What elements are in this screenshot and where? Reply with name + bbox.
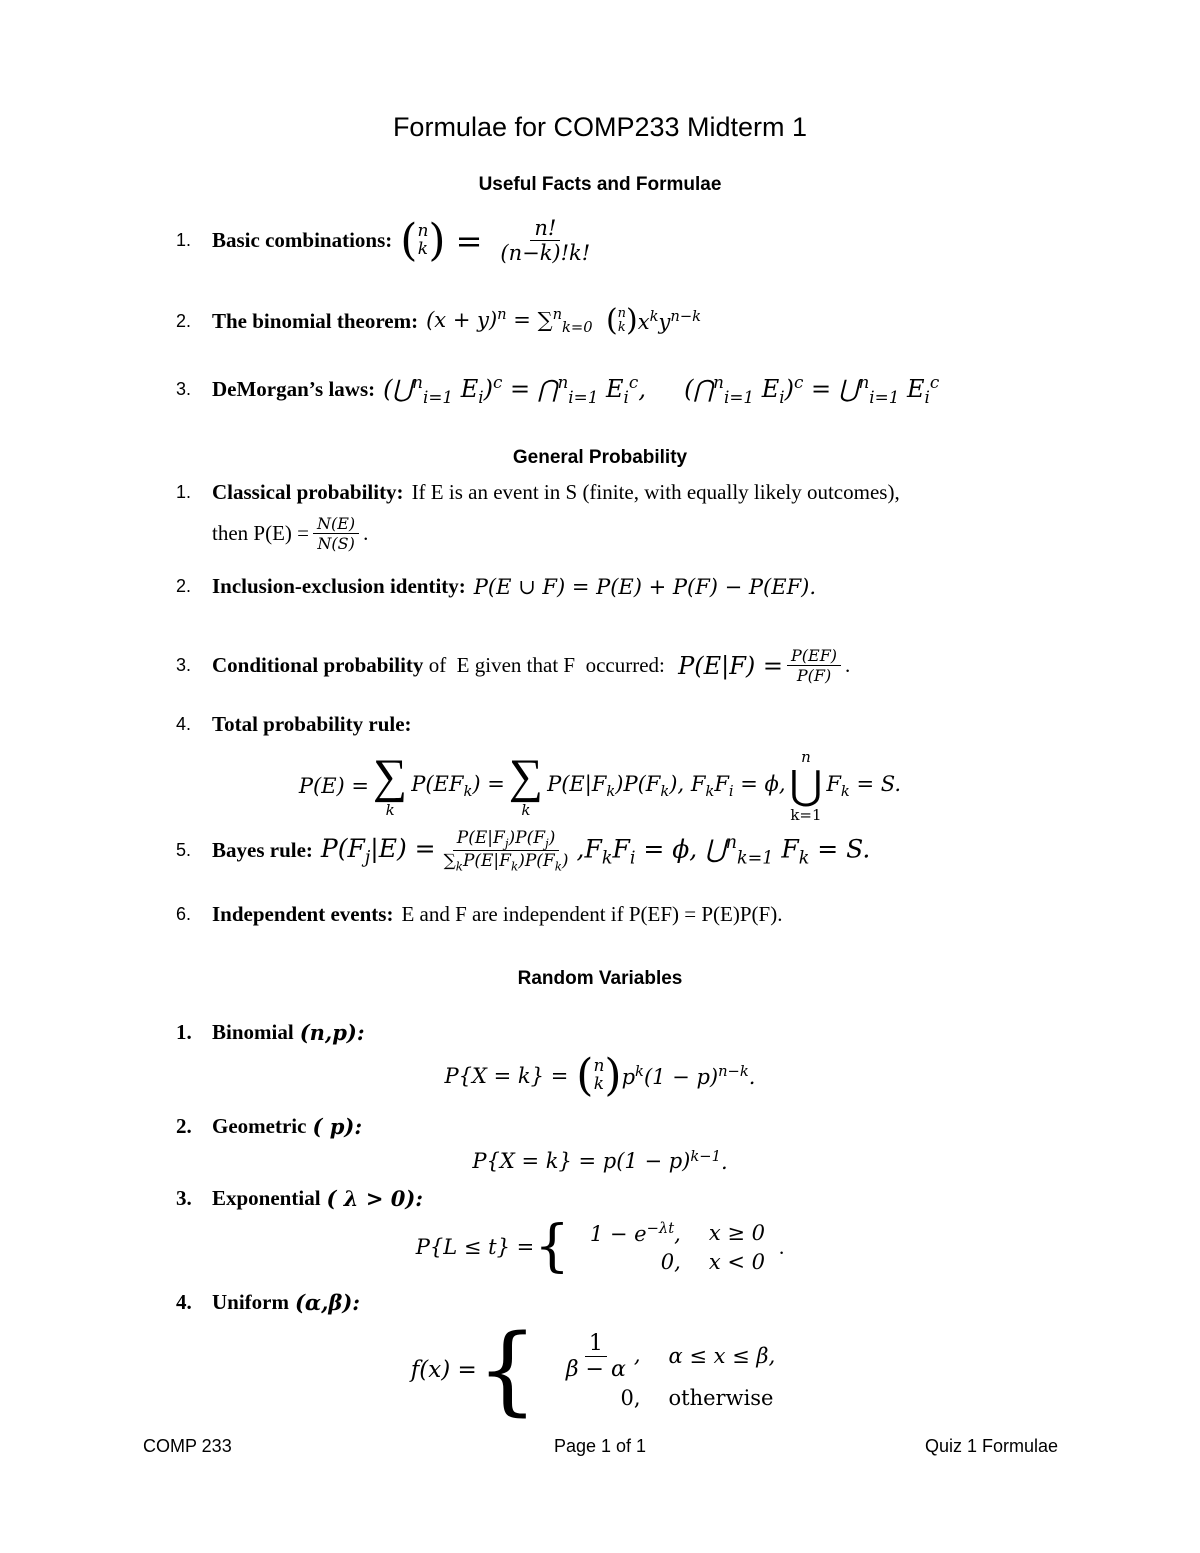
item-number: 1.: [176, 1020, 192, 1044]
item-label: Basic combinations:: [212, 228, 393, 252]
item-text: E and F are independent if P(EF) = P(E)P(F).: [401, 902, 783, 926]
prob-classical: [176, 480, 900, 505]
section-heading-probability: General Probability: [512, 447, 688, 468]
uniform-formula: f(x) = { $\frac{1}{\beta - \alpha}$ , α ≤ x ≤ β, 0, otherwise: [0, 1322, 1200, 1418]
item-param: (α,β):: [295, 1290, 361, 1315]
section-heading-facts: Useful Facts and Formulae: [478, 174, 722, 195]
item-number: 1.: [176, 482, 192, 502]
case-cond: α ≤ x ≤ β,: [668, 1344, 776, 1368]
item-number: 3.: [176, 378, 192, 399]
case-value: 0,: [660, 1250, 681, 1274]
rv-geometric: [176, 1114, 362, 1139]
footer-right: Quiz 1 Formulae: [924, 1436, 1058, 1456]
item-text: of E given that F occurred:: [423, 653, 671, 677]
prob-bayes: 5. Bayes rule: $P(F_j|E)$ = $\frac{P(E|F_j)P(F_j)}{\sum_kP(E|F_k)P(F_k)}$ $,F_kF_i = \phi$, ⋃$^n_{k=1}$ $F_k = S$.: [176, 828, 871, 874]
item-number: 4.: [176, 1290, 192, 1314]
exponential-formula: P{L ≤ t} = { $1 - e^{-\lambda t}$, x ≥ 0 0, x < 0 .: [415, 1214, 785, 1279]
section-heading-random-variables: Random Variables: [517, 968, 683, 989]
fact-binomial-theorem: 2. The binomial theorem: $(x + y)^n = \sum^n_{k=0}$ ( n k ) $x^ky^{n-k}$: [176, 303, 702, 339]
item-label: The binomial theorem:: [212, 308, 419, 333]
prob-total: [176, 712, 420, 737]
uniform-cases: $\frac{1}{\beta - \alpha}$ , α ≤ x ≤ β, 0, otherwise: [544, 1329, 789, 1412]
fact-basic-combinations: 1. Basic combinations: ( n k ) = $\frac{n!}{(n-k)!k!}$: [176, 214, 591, 266]
item-param: ( λ > 0):: [326, 1186, 424, 1211]
footer-center: Page 1 of 1: [553, 1436, 647, 1456]
item-label: Exponential: [212, 1186, 321, 1210]
document-title: Formulae for COMP233 Midterm 1: [392, 112, 808, 142]
case-cond: otherwise: [668, 1385, 774, 1410]
item-label: Total probability rule:: [212, 712, 412, 736]
item-text-cont: then P(E) =: [212, 521, 309, 545]
item-param: (n,p):: [299, 1020, 365, 1045]
rv-uniform: [176, 1290, 360, 1315]
total-probability-formula: P(E) = ∑ k $P(EF_k)$ = ∑ k $P(E|F_k)P(F_k)$, $F_kF_i = \phi$, n ⋃ k=1 $F_k = S$.: [298, 748, 902, 824]
case-value: 0,: [620, 1385, 641, 1410]
formula-lhs: f(x) =: [410, 1357, 477, 1383]
prob-conditional: 3. Conditional probability of E given that F occurred: P(E|F) = $\frac{P(EF)}{P(F)}$ .: [176, 646, 851, 685]
item-number: 6.: [176, 904, 192, 924]
formula-lhs: P{X = k} = p(1 − p): [472, 1149, 691, 1173]
item-label: Binomial: [212, 1020, 294, 1044]
item-label: DeMorgan’s laws:: [212, 376, 376, 401]
item-label: Conditional probability: [212, 653, 424, 677]
rv-exponential: [176, 1186, 423, 1211]
item-param: ( p):: [312, 1114, 363, 1139]
fact-demorgan: 3. DeMorgan’s laws: (⋃$^n_{i=1}$ $E_i)^c$ = ⋂$^n_{i=1}$ $E_i^c$, (⋂$^n_{i=1}$ $E_i)^c$ = ⋃$^n_{i=1}$ $E_i^c$: [176, 372, 940, 407]
geometric-formula: P{X = k} = p(1 − p) $^{k-1}$.: [472, 1148, 728, 1174]
item-number: 4.: [176, 714, 192, 734]
case-value: 1 − e: [589, 1222, 647, 1246]
exponential-cases: $1 - e^{-\lambda t}$, x ≥ 0 0, x < 0: [576, 1218, 779, 1276]
formula-lhs: P{L ≤ t} =: [415, 1235, 535, 1259]
prob-classical-formula: then P(E) = $\frac{N(E)}{N(S)}$ .: [212, 514, 369, 553]
case-cond: x < 0: [708, 1250, 765, 1274]
item-label: Independent events:: [212, 902, 394, 926]
item-number: 2.: [176, 1114, 192, 1138]
footer-left: COMP 233: [143, 1436, 232, 1456]
item-label: Uniform: [212, 1290, 289, 1314]
item-text: P(E ∪ F) = P(E) + P(F) − P(EF).: [473, 574, 817, 599]
item-number: 3.: [176, 655, 192, 675]
item-label: Inclusion-exclusion identity:: [212, 574, 466, 598]
item-number: 1.: [176, 230, 192, 250]
item-label: Classical probability:: [212, 480, 404, 504]
prob-independent: [176, 902, 782, 927]
item-number: 2.: [176, 310, 192, 331]
prob-inclusion-exclusion: [176, 574, 816, 599]
case-cond: x ≥ 0: [708, 1221, 765, 1245]
item-text: If E is an event in S (finite, with equally likely outcomes),: [411, 480, 900, 504]
item-label: Geometric: [212, 1114, 307, 1138]
item-number: 3.: [176, 1186, 192, 1210]
binomial-formula: P{X = k} = ( n k ) $p^k(1 - p)^{n-k}$.: [444, 1050, 756, 1101]
formula-lhs: P{X = k} =: [444, 1064, 569, 1088]
rv-binomial: [176, 1020, 365, 1045]
item-number: 2.: [176, 576, 192, 596]
item-number: 5.: [176, 840, 192, 861]
item-label: Bayes rule:: [212, 838, 313, 863]
